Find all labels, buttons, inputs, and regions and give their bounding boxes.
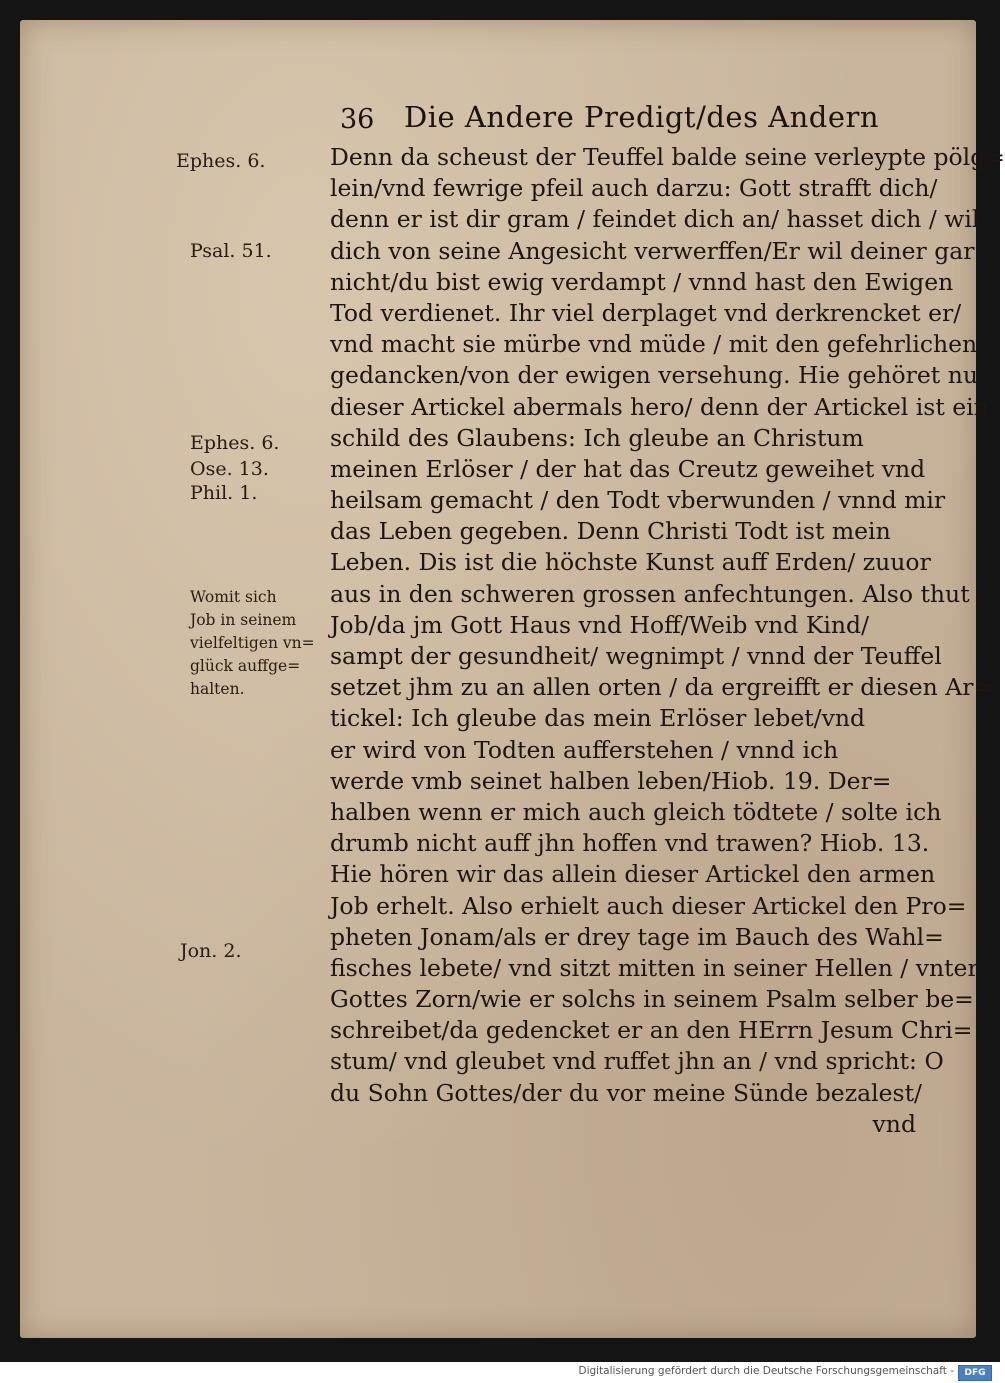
running-head: Die Andere Predigt/des Andern bbox=[404, 100, 880, 134]
marginal-note-job bbox=[190, 586, 315, 701]
text-line: Leben. Dis ist die höchste Kunst auff Erden/ zuuor bbox=[330, 548, 931, 577]
text-line: gedancken/von der ewigen versehung. Hie gehöret nu bbox=[330, 361, 978, 390]
text-line: meinen Erlöser / der hat das Creutz geweihet vnd bbox=[330, 454, 926, 483]
text-line: stum/ vnd gleubet vnd ruffet jhn an / vnd spricht: O bbox=[330, 1047, 944, 1076]
text-line: tickel: Ich gleube das mein Erlöser lebet/vnd bbox=[330, 704, 866, 733]
text-line: Hie hören wir das allein dieser Artickel den armen bbox=[330, 860, 936, 889]
marginal-note-phil: Phil. 1. bbox=[190, 482, 258, 504]
text-line: werde vmb seinet halben leben/Hiob. 19. Der= bbox=[330, 766, 892, 795]
funding-credit: Digitalisierung gefördert durch die Deutsche Forschungsgemeinschaft - bbox=[578, 1365, 954, 1377]
text-line: Gottes Zorn/wie er solchs in seinem Psalm selber be= bbox=[330, 985, 974, 1014]
text-line: vnd macht sie mürbe vnd müde / mit den gefehrlichen bbox=[330, 330, 978, 359]
marginal-note-jon: Jon. 2. bbox=[180, 940, 242, 962]
text-line: Job/da jm Gott Haus vnd Hoff/Weib vnd Kind/ bbox=[330, 610, 869, 639]
text-line: Denn da scheust der Teuffel balde seine verleypte pölg= bbox=[330, 143, 1005, 171]
marginal-note-job-line: Womit sich bbox=[190, 588, 277, 606]
page-number: 36 bbox=[340, 104, 375, 135]
footer-bar bbox=[0, 1362, 1000, 1383]
text-line: dich von seine Angesicht verwerffen/Er wil deiner gar bbox=[330, 236, 975, 265]
text-line: schild des Glaubens: Ich gleube an Christum bbox=[330, 423, 864, 452]
text-line: lein/vnd fewrige pfeil auch darzu: Gott strafft dich/ bbox=[330, 174, 938, 203]
marginal-note-job-line: glück auffge= bbox=[190, 657, 301, 675]
marginal-note-psal: Psal. 51. bbox=[190, 240, 272, 262]
body-text bbox=[330, 142, 1005, 1140]
text-line: das Leben gegeben. Denn Christi Todt ist mein bbox=[330, 517, 891, 546]
text-line: nicht/du bist ewig verdampt / vnnd hast den Ewigen bbox=[330, 267, 954, 296]
marginal-note-ephes-2: Ephes. 6. bbox=[190, 432, 280, 454]
marginal-note-job-line: halten. bbox=[190, 680, 245, 698]
marginal-note-ose: Ose. 13. bbox=[190, 458, 269, 480]
text-line: dieser Artickel abermals hero/ denn der Artickel ist ein bbox=[330, 392, 989, 421]
text-line: fisches lebete/ vnd sitzt mitten in seiner Hellen / vnter bbox=[330, 953, 979, 982]
text-line: schreibet/da gedencket er an den HErrn Jesum Chri= bbox=[330, 1016, 973, 1045]
dfg-logo: DFG bbox=[958, 1365, 992, 1381]
catchword: vnd bbox=[872, 1109, 916, 1138]
text-line: heilsam gemacht / den Todt vberwunden / vnnd mir bbox=[330, 486, 946, 515]
marginal-note-job-line: Job in seinem bbox=[190, 611, 297, 629]
text-line: Tod verdienet. Ihr viel derplaget vnd derkrencket er/ bbox=[330, 298, 962, 327]
marginal-note-job-line: vielfeltigen vn= bbox=[190, 634, 315, 652]
text-line: setzet jhm zu an allen orten / da ergreifft er diesen Ar= bbox=[330, 673, 994, 702]
text-line: Job erhelt. Also erhielt auch dieser Artickel den Pro= bbox=[330, 891, 967, 920]
text-line: du Sohn Gottes/der du vor meine Sünde bezalest/ bbox=[330, 1078, 922, 1107]
text-line: drumb nicht auff jhn hoffen vnd trawen? Hiob. 13. bbox=[330, 829, 930, 858]
text-line: aus in den schweren grossen anfechtungen. Also thut bbox=[330, 579, 970, 608]
page-header bbox=[340, 98, 920, 142]
text-line: er wird von Todten aufferstehen / vnnd ich bbox=[330, 735, 839, 764]
text-line: halben wenn er mich auch gleich tödtete / solte ich bbox=[330, 797, 942, 826]
text-line: pheten Jonam/als er drey tage im Bauch des Wahl= bbox=[330, 922, 944, 951]
text-line: sampt der gesundheit/ wegnimpt / vnnd der Teuffel bbox=[330, 642, 942, 670]
text-line: denn er ist dir gram / feindet dich an/ hasset dich / wil bbox=[330, 205, 980, 234]
marginal-note-ephes-1: Ephes. 6. bbox=[176, 150, 266, 172]
